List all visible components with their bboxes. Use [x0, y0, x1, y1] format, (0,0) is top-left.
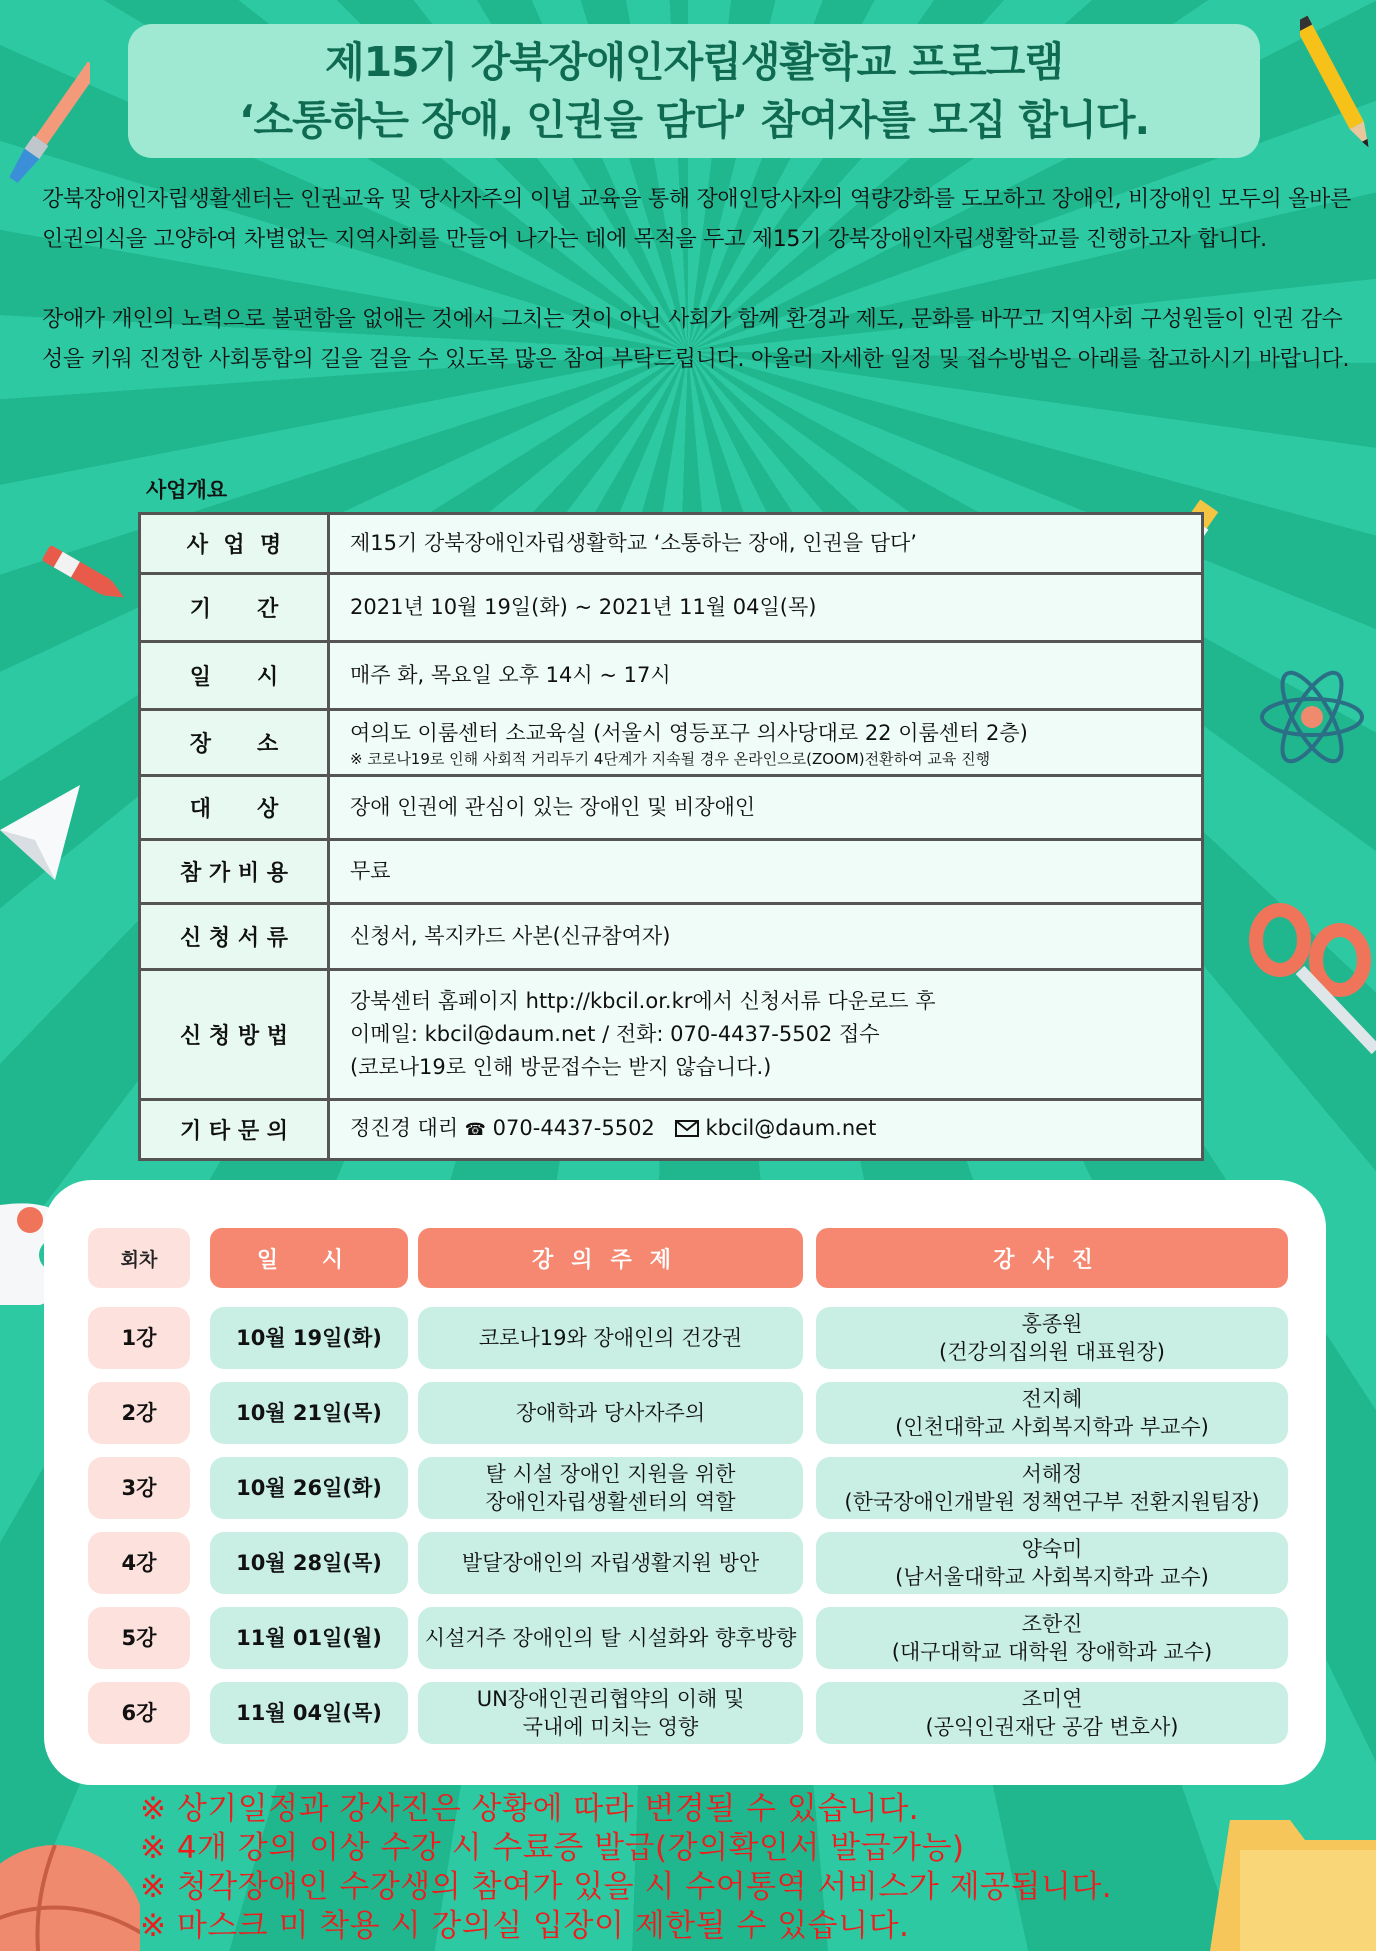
overview-value: 신청서, 복지카드 사본(신규참여자): [329, 904, 1203, 970]
lecturer-affiliation: (대구대학교 대학원 장애학과 교수): [891, 1640, 1213, 1664]
overview-value: 무료: [329, 840, 1203, 904]
lecturer-name: 전지혜: [1021, 1387, 1083, 1411]
paper-plane-icon: [0, 780, 90, 890]
overview-label: 신 청 방 법: [140, 970, 329, 1100]
overview-row-place: [140, 710, 1203, 776]
pencil-icon: [1300, 10, 1376, 170]
lecturer-affiliation: (남서울대학교 사회복지학과 교수): [895, 1565, 1209, 1589]
contact-phone: 070-4437-5502: [492, 1116, 655, 1140]
schedule-topic: [418, 1457, 803, 1519]
contact-person: 정진경 대리: [350, 1116, 459, 1140]
method-line-1: 강북센터 홈페이지 http://kbcil.or.kr에서 신청서류 다운로드 후: [350, 989, 936, 1013]
schedule-header-topic: 강의주제: [418, 1228, 803, 1288]
lecturer-affiliation: (건강의집의원 대표원장): [939, 1340, 1165, 1364]
overview-row-name: [140, 514, 1203, 574]
mail-icon: [675, 1120, 699, 1137]
method-line-3: (코로나19로 인해 방문접수는 받지 않습니다.): [350, 1055, 772, 1079]
overview-label: 일 시: [140, 642, 329, 710]
lecturer-name: 조미연: [1021, 1687, 1083, 1711]
schedule-date: 11월 01일(월): [210, 1607, 408, 1669]
overview-value: [329, 1100, 1203, 1160]
place-text: 여의도 이룸센터 소교육실 (서울시 영등포구 의사당대로 22 이룸센터 2층): [350, 721, 1028, 745]
basketball-icon: [0, 1840, 140, 1951]
title-banner: [128, 24, 1260, 158]
topic-line: 시설거주 장애인의 탈 시설화와 향후방향: [424, 1626, 797, 1650]
schedule-date: 10월 21일(목): [210, 1382, 408, 1444]
schedule-num: 3강: [88, 1457, 190, 1519]
overview-row-contact: [140, 1100, 1203, 1160]
topic-line: 발달장애인의 자립생활지원 방안: [461, 1551, 760, 1575]
schedule-lecturer: [816, 1307, 1288, 1369]
overview-row-target: [140, 776, 1203, 840]
schedule-num: 4강: [88, 1532, 190, 1594]
schedule-lecturer: [816, 1682, 1288, 1744]
overview-value: 제15기 강북장애인자립생활학교 ‘소통하는 장애, 인권을 담다’: [329, 514, 1203, 574]
notice-list: [140, 1790, 1112, 1946]
schedule-lecturer: [816, 1532, 1288, 1594]
overview-row-fee: [140, 840, 1203, 904]
intro-paragraph-1: 강북장애인자립생활센터는 인권교육 및 당사자주의 이념 교육을 통해 장애인당사자의 역량강화를 도모하고 장애인, 비장애인 모두의 올바른 인권의식을 고양하여 차별없는 지역사회를 만들어 나가는 데에 목적을 두고 제15기 강북장애인자립생활학교를 진행하고자 합니다.: [42, 187, 1351, 252]
schedule-num: 6강: [88, 1682, 190, 1744]
topic-line: 장애인자립생활센터의 역할: [485, 1490, 736, 1514]
overview-row-documents: [140, 904, 1203, 970]
atom-icon: [1255, 660, 1370, 775]
lecturer-affiliation: (한국장애인개발원 정책연구부 전환지원팀장): [844, 1490, 1260, 1514]
lecturer-name: 조한진: [1021, 1612, 1083, 1636]
schedule-date: 10월 28일(목): [210, 1532, 408, 1594]
schedule-topic: [418, 1382, 803, 1444]
overview-heading: 사업개요: [146, 478, 228, 502]
schedule-lecturer: [816, 1607, 1288, 1669]
title-line-1: 제15기 강북장애인자립생활학교 프로그램: [325, 38, 1063, 86]
folder-icon: [1210, 1800, 1376, 1951]
overview-label: 신 청 서 류: [140, 904, 329, 970]
notice-item: ※ 4개 강의 이상 수강 시 수료증 발급(강의확인서 발급가능): [140, 1830, 965, 1866]
schedule-header-num: 회차: [88, 1228, 190, 1288]
lecturer-name: 양숙미: [1021, 1537, 1083, 1561]
topic-line: 코로나19와 장애인의 건강권: [478, 1326, 743, 1350]
lecturer-name: 홍종원: [1021, 1312, 1083, 1336]
overview-label: 대 상: [140, 776, 329, 840]
schedule-num: 2강: [88, 1382, 190, 1444]
overview-value: 2021년 10월 19일(화) ~ 2021년 11월 04일(목): [329, 574, 1203, 642]
topic-line: 국내에 미치는 영향: [522, 1715, 699, 1739]
overview-row-period: [140, 574, 1203, 642]
place-note: ※ 코로나19로 인해 사회적 거리두기 4단계가 지속될 경우 온라인으로(ZOOM)전환하여 교육 진행: [350, 750, 991, 768]
overview-value: 장애 인권에 관심이 있는 장애인 및 비장애인: [329, 776, 1203, 840]
topic-line: 탈 시설 장애인 지원을 위한: [485, 1462, 736, 1486]
overview-label: 참 가 비 용: [140, 840, 329, 904]
schedule-num: 1강: [88, 1307, 190, 1369]
overview-value: [329, 710, 1203, 776]
schedule-lecturer: [816, 1382, 1288, 1444]
overview-value: [329, 970, 1203, 1100]
schedule-num: 5강: [88, 1607, 190, 1669]
overview-label: 사 업 명: [140, 514, 329, 574]
schedule-topic: [418, 1307, 803, 1369]
intro-text: [42, 180, 1352, 420]
overview-label: 기 간: [140, 574, 329, 642]
phone-icon: ☎: [464, 1120, 486, 1140]
contact-email: kbcil@daum.net: [705, 1116, 877, 1140]
schedule-lecturer: [816, 1457, 1288, 1519]
lecturer-name: 서해정: [1021, 1462, 1083, 1486]
overview-label: 기 타 문 의: [140, 1100, 329, 1160]
topic-line: 장애학과 당사자주의: [515, 1401, 706, 1425]
overview-row-time: [140, 642, 1203, 710]
overview-table: [138, 512, 1204, 1161]
title-line-2: ‘소통하는 장애, 인권을 담다’ 참여자를 모집 합니다.: [238, 96, 1150, 144]
scissors-icon: [1245, 890, 1376, 1060]
lecturer-affiliation: (공익인권재단 공감 변호사): [925, 1715, 1179, 1739]
intro-paragraph-2: 장애가 개인의 노력으로 불편함을 없애는 것에서 그치는 것이 아닌 사회가 함께 환경과 제도, 문화를 바꾸고 지역사회 구성원들이 인권 감수성을 키워 진정한 사회통합의 길을 걸을 수 있도록 많은 참여 부탁드립니다. 아울러 자세한 일정 및 접수방법은 아래를 참고하시기 바랍니다.: [42, 307, 1350, 372]
schedule-header-lecturer: 강사진: [816, 1228, 1288, 1288]
notice-item: ※ 청각장애인 수강생의 참여가 있을 시 수어통역 서비스가 제공됩니다.: [140, 1869, 1113, 1905]
notice-item: ※ 상기일정과 강사진은 상황에 따라 변경될 수 있습니다.: [140, 1791, 920, 1827]
overview-row-method: [140, 970, 1203, 1100]
schedule-topic: [418, 1607, 803, 1669]
schedule-date: 10월 19일(화): [210, 1307, 408, 1369]
overview-label: 장 소: [140, 710, 329, 776]
crayon-icon: [30, 540, 140, 610]
method-line-2: 이메일: kbcil@daum.net / 전화: 070-4437-5502 접수: [350, 1022, 880, 1046]
schedule-topic: [418, 1682, 803, 1744]
schedule-header-date: 일 시: [210, 1228, 408, 1288]
schedule-date: 10월 26일(화): [210, 1457, 408, 1519]
schedule-topic: [418, 1532, 803, 1594]
topic-line: UN장애인권리협약의 이해 및: [476, 1687, 745, 1711]
schedule-date: 11월 04일(목): [210, 1682, 408, 1744]
lecturer-affiliation: (인천대학교 사회복지학과 부교수): [895, 1415, 1209, 1439]
overview-value: 매주 화, 목요일 오후 14시 ~ 17시: [329, 642, 1203, 710]
notice-item: ※ 마스크 미 착용 시 강의실 입장이 제한될 수 있습니다.: [140, 1908, 910, 1944]
